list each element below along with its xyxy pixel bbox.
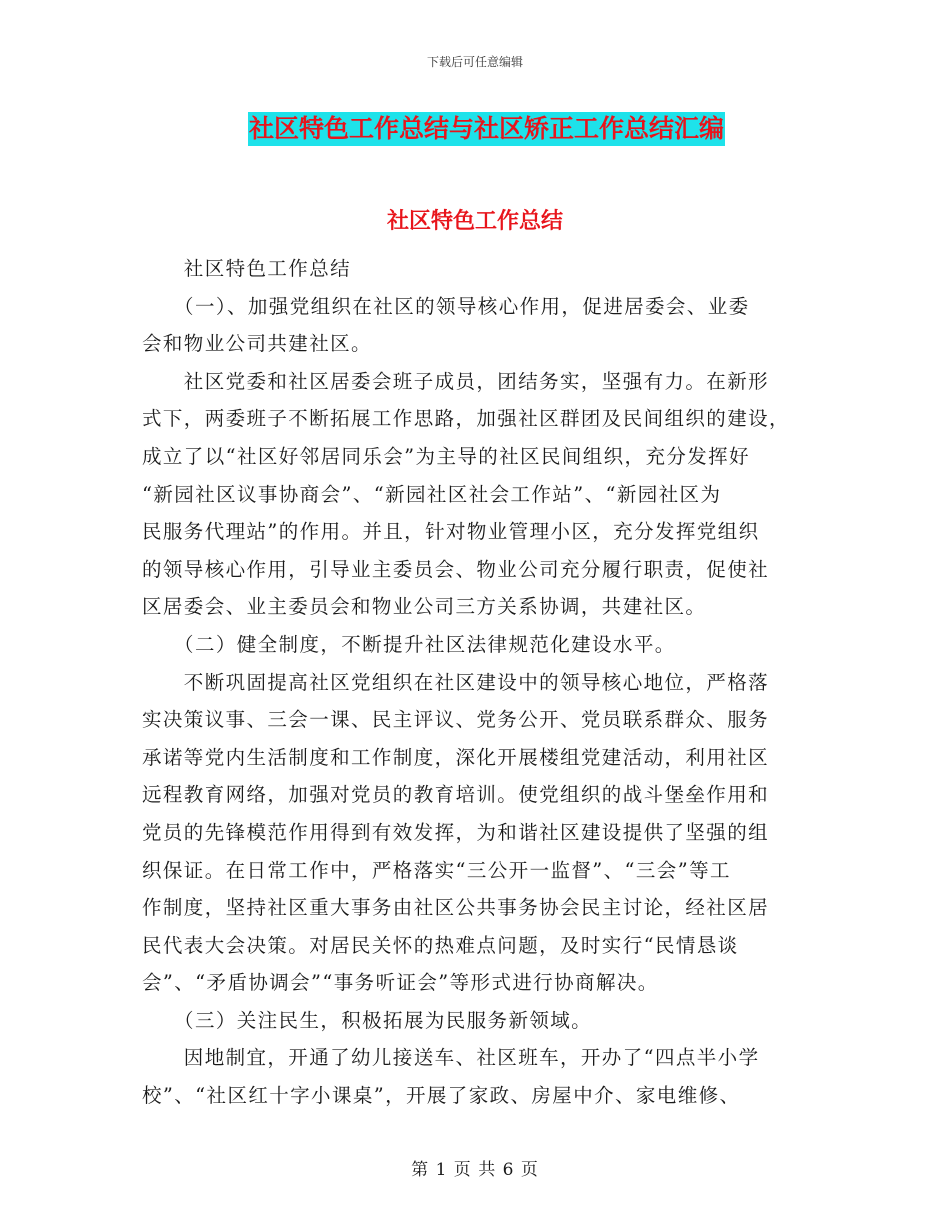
text-line: 党员的先锋模范作用得到有效发挥，为和谐社区建设提供了坚强的组 [142, 820, 770, 844]
text-line: “新园社区议事协商会”、“新园社区社会工作站”、“新园社区为 [142, 482, 722, 506]
text-line: 作制度，坚持社区重大事务由社区公共事务协会民主讨论，经社区居 [142, 896, 770, 920]
text-line: （二）健全制度，不断提升社区法律规范化建设水平。 [142, 632, 676, 656]
text-line: 式下，两委班子不断拓展工作思路，加强社区群团及民间组织的建设， [142, 407, 790, 431]
text-line: （一）、加强党组织在社区的领导核心作用，促进居委会、业委 [142, 294, 750, 318]
text-line: 区居委会、业主委员会和物业公司三方关系协调，共建社区。 [142, 595, 707, 619]
text-line: 社区特色工作总结 [142, 257, 352, 280]
text-line: 因地制宜，开通了幼儿接送车、社区班车，开办了“四点半小学 [142, 1046, 760, 1070]
text-line: 不断巩固提高社区党组织在社区建设中的领导核心地位，严格落 [142, 670, 770, 694]
text-line: 校”、“社区红十字小课桌”，开展了家政、房屋中介、家电维修、 [142, 1084, 741, 1108]
text-line: 承诺等党内生活制度和工作制度，深化开展楼组党建活动，利用社区 [142, 745, 770, 769]
text-line: 社区党委和社区居委会班子成员，团结务实，坚强有力。在新形 [142, 369, 770, 393]
document-title: 社区特色工作总结与社区矫正工作总结汇编 [248, 112, 725, 146]
text-line: 会”、“矛盾协调会”“事务听证会”等形式进行协商解决。 [142, 971, 659, 995]
text-line: 的领导核心作用，引导业主委员会、物业公司充分履行职责，促使社 [142, 557, 770, 581]
section-title: 社区特色工作总结 [386, 209, 563, 234]
text-line: 远程教育网络，加强对党员的教育培训。使党组织的战斗堡垒作用和 [142, 783, 770, 807]
text-line: 织保证。在日常工作中，严格落实“三公开一监督”、“三会”等工 [142, 858, 731, 882]
text-line: 民代表大会决策。对居民关怀的热难点问题，及时实行“民情恳谈 [142, 933, 739, 957]
text-line: 实决策议事、三会一课、民主评议、党务公开、党员联系群众、服务 [142, 708, 770, 732]
page-number: 第 1 页 共 6 页 [411, 1160, 539, 1180]
header-note: 下载后可任意编辑 [426, 55, 523, 69]
text-line: （三）关注民生，积极拓展为民服务新领域。 [142, 1008, 593, 1032]
text-line: 民服务代理站”的作用。并且，针对物业管理小区，充分发挥党组织 [142, 520, 760, 544]
body-text [142, 250, 797, 1115]
text-line: 会和物业公司共建社区。 [142, 332, 372, 356]
text-line: 成立了以“社区好邻居同乐会”为主导的社区民间组织，充分发挥好 [142, 444, 750, 468]
